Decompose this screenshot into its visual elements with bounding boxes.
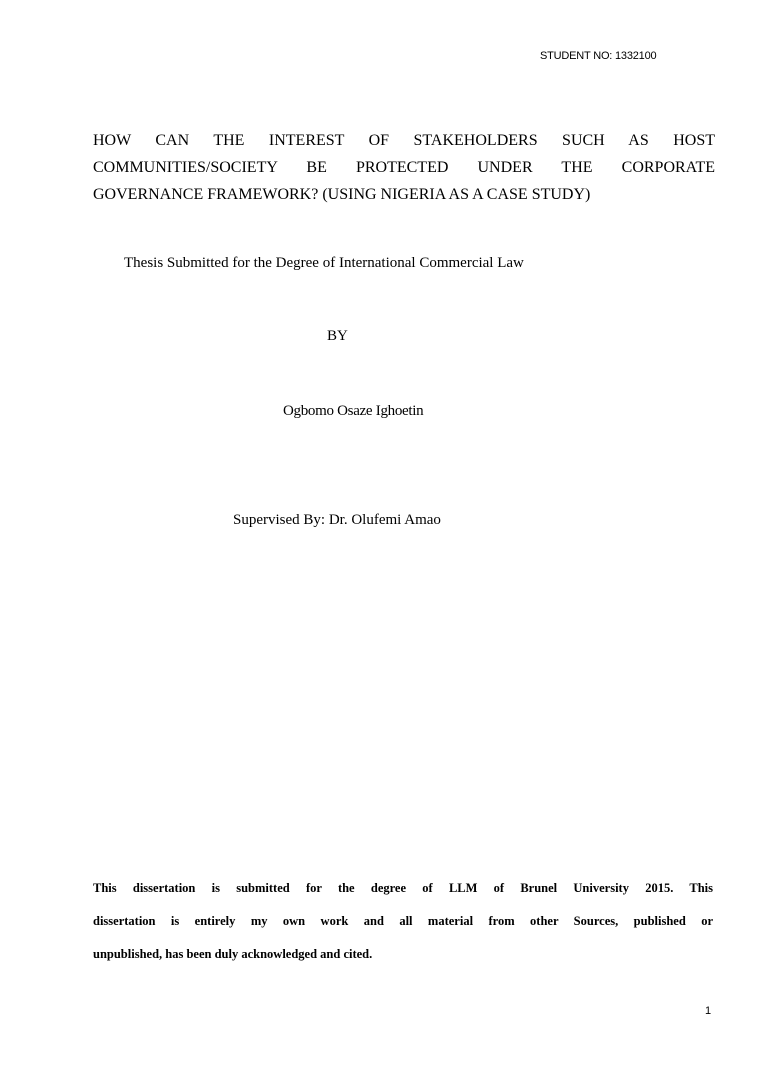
thesis-title-line: COMMUNITIES/SOCIETY BE PROTECTED UNDER THE CORPORATE (93, 159, 715, 176)
declaration-paragraph (93, 872, 713, 971)
declaration-line: This dissertation is submitted for the degree of LLM of Brunel University 2015. This (93, 881, 713, 895)
thesis-title (93, 127, 715, 208)
degree-statement: Thesis Submitted for the Degree of International Commercial Law (124, 255, 524, 271)
author-name: Ogbomo Osaze Ighoetin (283, 403, 424, 419)
thesis-title-line: GOVERNANCE FRAMEWORK? (USING NIGERIA AS A CASE STUDY) (93, 186, 591, 203)
declaration-line: unpublished, has been duly acknowledged and cited. (93, 947, 373, 961)
by-label: BY (327, 328, 348, 344)
student-number: STUDENT NO: 1332100 (540, 50, 657, 62)
supervisor-line: Supervised By: Dr. Olufemi Amao (233, 512, 441, 528)
thesis-title-line: HOW CAN THE INTEREST OF STAKEHOLDERS SUCH AS HOST (93, 132, 715, 149)
declaration-line: dissertation is entirely my own work and all material from other Sources, published or (93, 914, 713, 928)
page-number: 1 (705, 1005, 712, 1017)
